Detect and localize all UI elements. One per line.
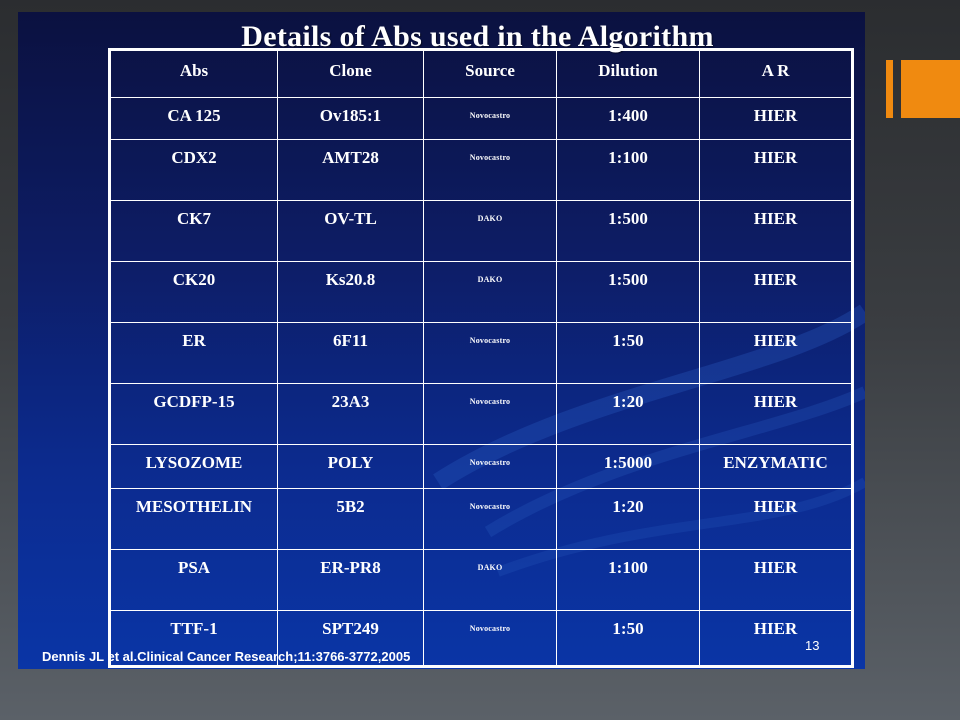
cell-abs: CA 125	[110, 98, 278, 140]
cell-source: Novocastro	[424, 445, 557, 489]
header-abs: Abs	[110, 50, 278, 98]
cell-ar: HIER	[700, 550, 853, 611]
cell-abs: PSA	[110, 550, 278, 611]
cell-clone: AMT28	[278, 140, 424, 201]
cell-ar: HIER	[700, 262, 853, 323]
cell-dilution: 1:5000	[557, 445, 700, 489]
cell-ar: HIER	[700, 489, 853, 550]
table-row	[110, 550, 853, 611]
antibody-table	[108, 48, 854, 668]
page-number: 13	[805, 638, 820, 653]
cell-ar: HIER	[700, 201, 853, 262]
cell-dilution: 1:500	[557, 262, 700, 323]
cell-dilution: 1:500	[557, 201, 700, 262]
cell-source: Novocastro	[424, 323, 557, 384]
cell-clone: 23A3	[278, 384, 424, 445]
table-row	[110, 201, 853, 262]
slide-title: Details of Abs used in the Algorithm	[241, 20, 714, 53]
cell-dilution: 1:400	[557, 98, 700, 140]
accent-block	[901, 60, 960, 118]
cell-abs: TTF-1	[110, 611, 278, 667]
cell-dilution: 1:20	[557, 489, 700, 550]
cell-clone: Ov185:1	[278, 98, 424, 140]
cell-clone: OV-TL	[278, 201, 424, 262]
accent-bar	[886, 60, 893, 118]
cell-source: DAKO	[424, 550, 557, 611]
cell-source: Novocastro	[424, 384, 557, 445]
cell-source: DAKO	[424, 262, 557, 323]
cell-ar: HIER	[700, 384, 853, 445]
table-row	[110, 262, 853, 323]
table-row	[110, 140, 853, 201]
table-header-row	[110, 50, 853, 98]
cell-abs: ER	[110, 323, 278, 384]
cell-source: DAKO	[424, 201, 557, 262]
header-clone: Clone	[278, 50, 424, 98]
table-row	[110, 323, 853, 384]
cell-dilution: 1:50	[557, 611, 700, 667]
table-row	[110, 445, 853, 489]
citation: Dennis JL et al.Clinical Cancer Research;11:3766-3772,2005	[42, 649, 411, 664]
cell-ar: HIER	[700, 611, 853, 667]
cell-ar: HIER	[700, 140, 853, 201]
cell-dilution: 1:100	[557, 140, 700, 201]
cell-dilution: 1:100	[557, 550, 700, 611]
cell-clone: 6F11	[278, 323, 424, 384]
cell-clone: Ks20.8	[278, 262, 424, 323]
cell-clone: 5B2	[278, 489, 424, 550]
cell-abs: CDX2	[110, 140, 278, 201]
cell-source: Novocastro	[424, 489, 557, 550]
header-ar: A R	[700, 50, 853, 98]
cell-ar: ENZYMATIC	[700, 445, 853, 489]
cell-source: Novocastro	[424, 98, 557, 140]
cell-ar: HIER	[700, 98, 853, 140]
cell-abs: LYSOZOME	[110, 445, 278, 489]
cell-ar: HIER	[700, 323, 853, 384]
header-source: Source	[424, 50, 557, 98]
table-row	[110, 98, 853, 140]
cell-source: Novocastro	[424, 611, 557, 667]
header-dilution: Dilution	[557, 50, 700, 98]
cell-abs: CK20	[110, 262, 278, 323]
table-row	[110, 384, 853, 445]
cell-dilution: 1:50	[557, 323, 700, 384]
cell-abs: GCDFP-15	[110, 384, 278, 445]
cell-abs: CK7	[110, 201, 278, 262]
cell-clone: ER-PR8	[278, 550, 424, 611]
cell-dilution: 1:20	[557, 384, 700, 445]
table-row	[110, 489, 853, 550]
cell-clone: POLY	[278, 445, 424, 489]
cell-clone: SPT249	[278, 611, 424, 667]
cell-abs: MESOTHELIN	[110, 489, 278, 550]
slide-panel	[18, 12, 865, 669]
cell-source: Novocastro	[424, 140, 557, 201]
